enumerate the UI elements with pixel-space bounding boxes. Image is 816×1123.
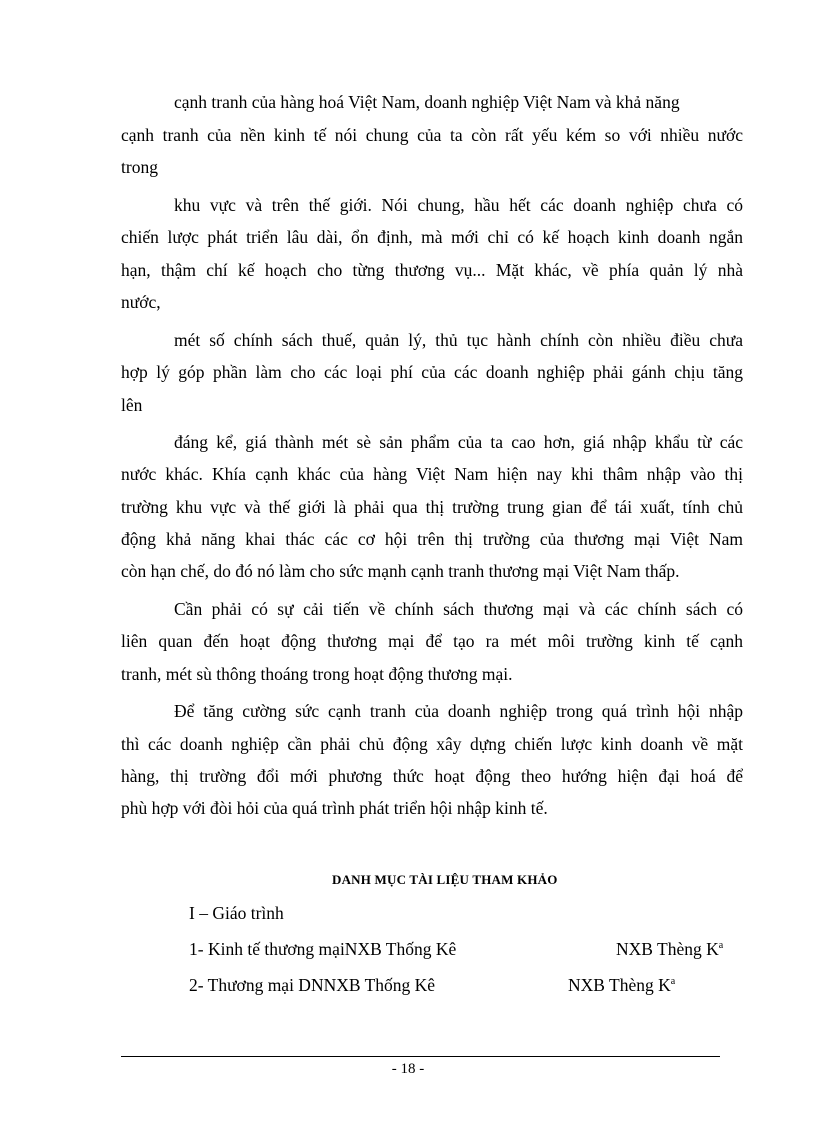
text-line: hợp lý góp phần làm cho các loại phí của các doanh nghiệp phải gánh chịu tăng — [121, 362, 743, 382]
text-line: cạnh tranh của hàng hoá Việt Nam, doanh nghiệp Việt Nam và khả năng — [174, 92, 680, 112]
footer-divider — [121, 1056, 720, 1057]
text-line: cạnh tranh của nền kinh tế nói chung của ta còn rất yếu kém so với nhiều nước — [121, 125, 743, 145]
reference-item-title: 1- Kinh tế thương mạiNXB Thống Kê — [189, 939, 457, 959]
text-line: nước, — [121, 292, 161, 312]
reference-item-title: 2- Thương mại DNNXB Thống Kê — [189, 975, 436, 995]
text-line: trong — [121, 157, 158, 177]
publisher-text: NXB Thèng K — [616, 939, 719, 959]
text-line: động khả năng khai thác các cơ hội trên thị trường của thương mại Việt Nam — [121, 529, 743, 549]
publisher-superscript: a — [670, 976, 676, 987]
text-line: trường khu vực và thế giới là phải qua thị trường trung gian để tái xuất, tính chủ — [121, 497, 743, 517]
references-heading: DANH MỤC TÀI LIỆU THAM KHẢO — [332, 872, 558, 887]
text-line: khu vực và trên thế giới. Nói chung, hầu hết các doanh nghiệp chưa có — [174, 195, 743, 215]
text-line: lên — [121, 395, 143, 415]
page-number: - 18 - — [391, 1061, 425, 1077]
publisher-superscript: a — [718, 940, 724, 951]
text-line: Cần phải có sự cải tiến về chính sách thương mại và các chính sách có — [174, 599, 743, 619]
text-line: chiến lược phát triển lâu dài, ổn định, mà mới chỉ có kế hoạch kinh doanh ngắn — [121, 227, 743, 247]
text-line: đáng kể, giá thành mét sè sản phẩm của ta cao hơn, giá nhập khẩu từ các — [174, 432, 743, 452]
text-line: còn hạn chế, do đó nó làm cho sức mạnh cạnh tranh thương mại Việt Nam thấp. — [121, 561, 680, 581]
text-line: hạn, thậm chí kế hoạch cho từng thương vụ... Mặt khác, về phía quản lý nhà — [121, 260, 743, 280]
publisher-text: NXB Thèng K — [568, 975, 671, 995]
text-line: hàng, thị trường đổi mới phương thức hoạt động theo hướng hiện đại hoá để — [121, 766, 743, 786]
text-line: phù hợp với đòi hỏi của quá trình phát triển hội nhập kinh tế. — [121, 798, 548, 818]
text-line: liên quan đến hoạt động thương mại để tạo ra mét môi trường kinh tế cạnh — [121, 631, 743, 651]
reference-item-publisher — [616, 941, 723, 959]
text-line: Để tăng cường sức cạnh tranh của doanh nghiệp trong quá trình hội nhập — [174, 701, 743, 721]
text-line: nước khác. Khía cạnh khác của hàng Việt Nam hiện nay khi thâm nhập vào thị — [121, 464, 743, 484]
references-section-title: I – Giáo trình — [189, 903, 284, 923]
reference-item-publisher — [568, 977, 675, 995]
text-line: mét số chính sách thuế, quản lý, thủ tục hành chính còn nhiều điều chưa — [174, 330, 743, 350]
text-line: thì các doanh nghiệp cần phải chủ động xây dựng chiến lược kinh doanh về mặt — [121, 734, 743, 754]
text-line: tranh, mét sù thông thoáng trong hoạt động thương mại. — [121, 664, 513, 684]
